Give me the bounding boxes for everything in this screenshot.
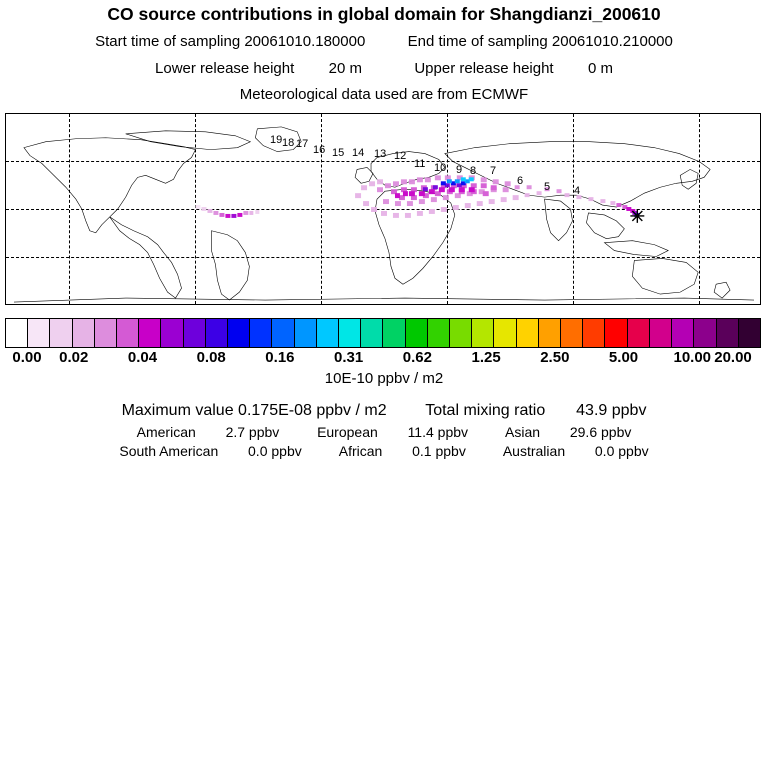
age-label-19: 19 [270,134,283,146]
age-label-9: 9 [456,164,463,176]
colorbar-segment-24 [539,319,561,347]
colorbar-tick-2: 0.04 [127,349,158,366]
colorbar-tick-labels [5,349,761,367]
meteorology-line: Meteorological data used are from ECMWF [239,86,529,103]
map-canvas [6,114,760,304]
colorbar-segment-14 [317,319,339,347]
colorbar-segment-5 [117,319,139,347]
colorbar-segment-4 [95,319,117,347]
colorbar-segment-12 [272,319,294,347]
colorbar [5,318,761,366]
colorbar-segment-23 [517,319,539,347]
colorbar-gradient [5,318,761,348]
colorbar-segment-33 [739,319,760,347]
region-value-african: 0.1 ppbv [412,443,466,459]
region-value-south-american: 0.0 ppbv [248,443,302,459]
colorbar-tick-1: 0.02 [59,349,89,366]
region-name-asian: Asian [505,424,541,440]
colorbar-segment-7 [161,319,183,347]
colorbar-segment-2 [50,319,72,347]
colorbar-tick-3: 0.08 [196,349,226,366]
region-name-european: European [317,424,378,440]
age-label-8: 8 [470,165,477,177]
age-label-10: 10 [434,162,447,174]
lower-release-height-value: 20 m [328,60,362,77]
start-time-label: Start time of sampling [95,33,241,50]
total-mixing-ratio-label: Total mixing ratio [425,402,546,419]
receptor-star [630,209,644,223]
colorbar-segment-19 [428,319,450,347]
upper-release-height-value: 0 m [587,60,613,77]
colorbar-segment-15 [339,319,361,347]
colorbar-tick-9: 5.00 [608,349,639,366]
colorbar-tick-10: 10.00 [673,349,712,366]
colorbar-unit-label: 10E-10 ppbv / m2 [324,370,444,387]
age-label-16: 16 [313,144,326,156]
region-value-european: 11.4 ppbv [407,424,469,440]
lower-release-height-label: Lower release height [155,60,295,77]
upper-release-height-label: Upper release height [414,60,554,77]
colorbar-tick-6: 0.62 [402,349,432,366]
colorbar-tick-4: 0.16 [265,349,295,366]
colorbar-segment-25 [561,319,583,347]
stats-row-summary [0,402,768,420]
release-height-line [0,60,768,77]
age-label-14: 14 [352,147,365,159]
colorbar-tick-11: 20.00 [714,349,752,366]
footprint-plume-layer [6,114,760,304]
age-label-13: 13 [374,148,387,160]
colorbar-tick-7: 1.25 [471,349,501,366]
age-label-18: 18 [282,137,295,149]
colorbar-tick-8: 2.50 [540,349,570,366]
region-name-american: American [136,424,196,440]
map-panel [5,113,761,305]
colorbar-segment-28 [628,319,650,347]
colorbar-segment-11 [250,319,272,347]
age-label-15: 15 [332,147,345,159]
stats-row-southern [0,443,768,459]
stats-row-northern [0,424,768,440]
colorbar-segment-3 [73,319,95,347]
region-value-australian: 0.0 ppbv [594,443,649,459]
age-label-5: 5 [544,181,551,193]
colorbar-segment-27 [605,319,627,347]
colorbar-segment-9 [206,319,228,347]
max-value-value: 0.175E-08 ppbv / m2 [238,402,387,419]
end-time-label: End time of sampling [407,33,548,50]
start-time-value: 20061010.180000 [244,33,366,50]
colorbar-segment-18 [406,319,428,347]
colorbar-tick-0: 0.00 [12,349,42,366]
age-label-11: 11 [414,158,426,170]
colorbar-segment-29 [650,319,672,347]
colorbar-segment-17 [383,319,405,347]
sampling-time-line [0,33,768,50]
colorbar-segment-8 [184,319,206,347]
colorbar-segment-20 [450,319,472,347]
colorbar-segment-1 [28,319,50,347]
colorbar-segment-22 [494,319,516,347]
max-value-label: Maximum value [121,402,234,419]
colorbar-segment-10 [228,319,250,347]
colorbar-segment-13 [295,319,317,347]
end-time-value: 20061010.210000 [551,33,673,50]
age-label-17: 17 [296,138,309,150]
colorbar-segment-21 [472,319,494,347]
colorbar-segment-6 [139,319,161,347]
region-name-australian: Australian [502,443,566,459]
colorbar-segment-0 [6,319,28,347]
page-title: CO source contributions in global domain for Shangdianzi_200610 [107,4,661,24]
statistics-block [0,402,768,462]
colorbar-segment-16 [361,319,383,347]
region-value-asian: 29.6 ppbv [569,424,632,440]
age-label-7: 7 [490,165,497,177]
colorbar-segment-32 [717,319,739,347]
age-label-4: 4 [574,185,581,197]
colorbar-segment-26 [583,319,605,347]
total-mixing-ratio-value: 43.9 ppbv [576,402,647,419]
age-label-6: 6 [517,175,524,187]
colorbar-tick-5: 0.31 [334,349,364,366]
region-name-african: African [338,443,383,459]
region-name-south-american: South American [119,443,219,459]
age-label-12: 12 [394,150,407,162]
colorbar-segment-31 [694,319,716,347]
region-value-american: 2.7 ppbv [225,424,280,440]
colorbar-segment-30 [672,319,694,347]
